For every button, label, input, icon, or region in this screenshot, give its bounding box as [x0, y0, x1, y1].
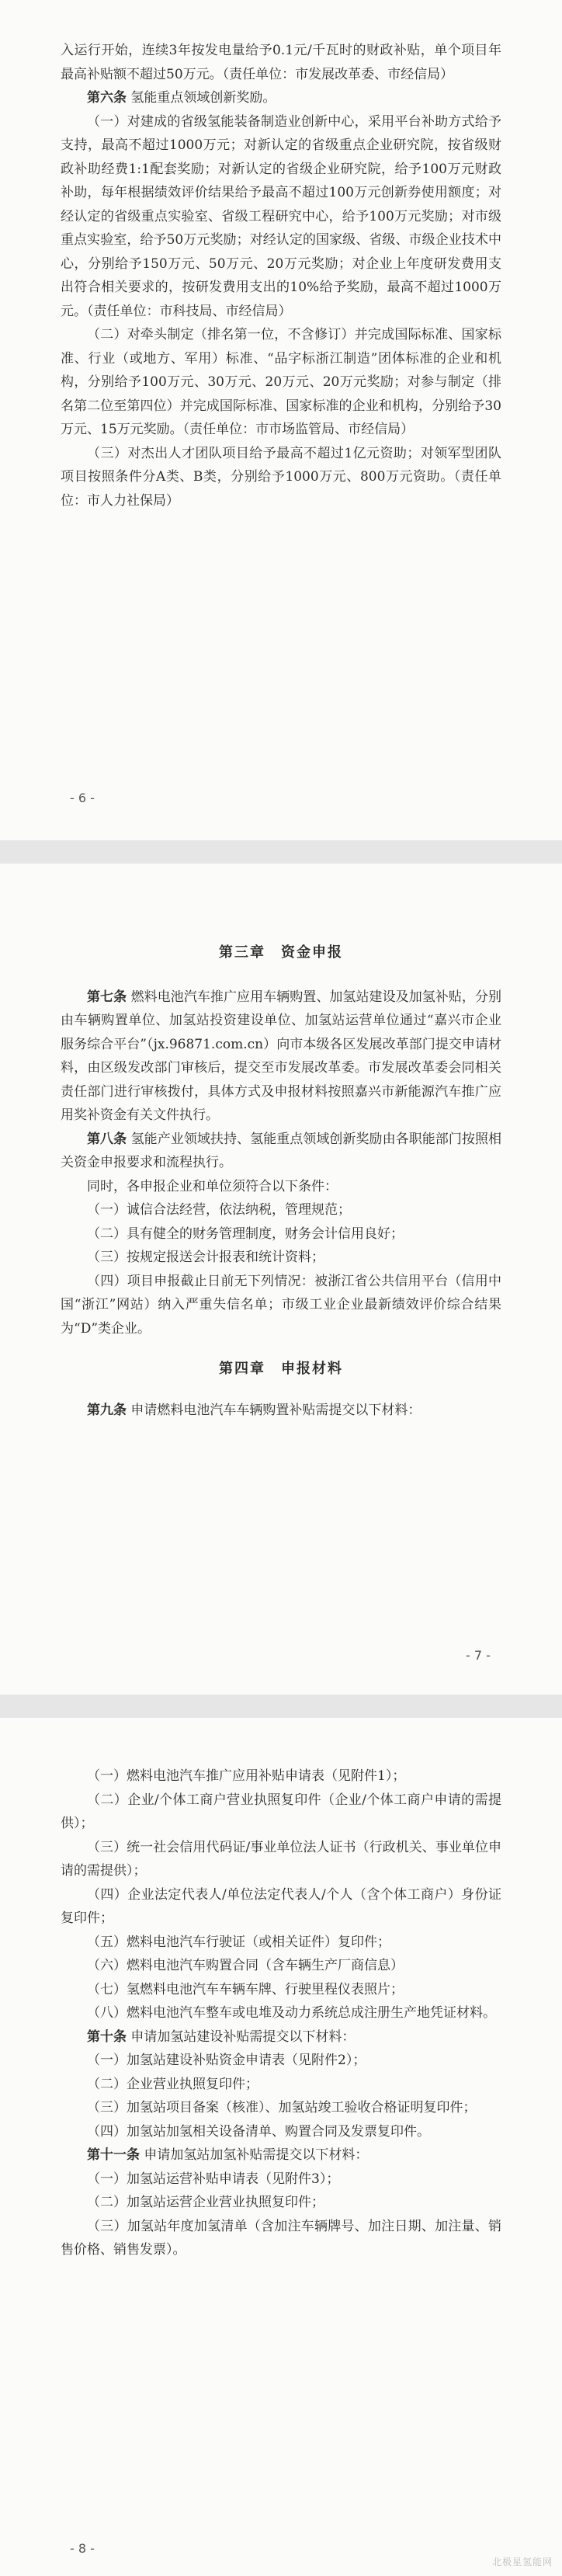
- paragraph: （三）加氢站年度加氢清单（含加注车辆牌号、加注日期、加注量、销售价格、销售发票）。: [61, 2218, 501, 2258]
- article-label: 第九条: [87, 1402, 127, 1418]
- paragraph: （三）按规定报送会计报表和统计资料；: [87, 1250, 324, 1265]
- article-11-paragraph: 第十一条 申请加氢站加氢补贴需提交以下材料：: [87, 2147, 369, 2163]
- paragraph: （三）统一社会信用代码证/事业单位法人证书（行政机关、事业单位申请的需提供）；: [61, 1839, 501, 1879]
- paragraph: 同时，各申报企业和单位须符合以下条件：: [87, 1178, 338, 1194]
- article-label: 第十条: [87, 2028, 127, 2045]
- paragraph: （一）诚信合法经营，依法纳税，管理规范；: [87, 1202, 351, 1218]
- document-page-6: [0, 0, 562, 840]
- article-10-paragraph: 第十条 申请加氢站建设补贴需提交以下材料：: [87, 2028, 356, 2045]
- watermark-logo: 北极星氢能网: [491, 2557, 553, 2567]
- paragraph: （三）加氢站项目备案（核准）、加氢站竣工验收合格证明复印件；: [87, 2100, 477, 2115]
- paragraph: （二）企业营业执照复印件；: [87, 2076, 258, 2092]
- paragraph: （四）企业法定代表人/单位法定代表人/个人（含个体工商户）身份证复印件；: [61, 1886, 501, 1926]
- article-7-paragraph: 第七条 燃料电池汽车推广应用车辆购置、加氢站建设及加氢补贴，分别由车辆购置单位、加氢站投资建设单位、加氢站运营单位通过“嘉兴市企业服务综合平台”（jx.96871.com.cn）向市本级各区发展改革部门提交申请材料，由区级发改部门审核后，提交至市发展改革委。市发展改革委会同相关责任部门进行审核拨付，具体方式及申报材料按照嘉兴市新能源汽车推广应用奖补资金有关文件执行。: [61, 989, 501, 1123]
- chapter-3-title: 第三章 资金申报: [219, 944, 343, 961]
- paragraph: （一）燃料电池汽车推广应用补贴申请表（见附件1）；: [87, 1768, 406, 1784]
- article-label: 第八条: [87, 1131, 127, 1147]
- paragraph: （一）加氢站运营补贴申请表（见附件3）；: [87, 2171, 340, 2187]
- page-gap: [0, 1695, 562, 1718]
- page-number: - 7 -: [466, 1648, 491, 1663]
- article-label: 第六条: [87, 90, 127, 106]
- paragraph: （八）燃料电池汽车整车或电堆及动力系统总成注册生产地凭证材料。: [87, 2005, 496, 2021]
- document-page-7: [0, 864, 562, 1695]
- paragraph: （二）对牵头制定（排名第一位，不含修订）并完成国际标准、国家标准、行业（或地方、军用）标准、“品字标浙江制造”团体标准的企业和机构，分别给予100万元、30万元、20万元、20万元奖励；对参与制定（排名第二位至第四位）并完成国际标准、国家标准的企业和机构，分别给予30万元、15万元奖励。（责任单位：市市场监管局、市经信局）: [61, 327, 501, 437]
- article-8-paragraph: 第八条 氢能产业领域扶持、氢能重点领域创新奖励由各职能部门按照相关资金申报要求和流程执行。: [61, 1131, 501, 1170]
- page-gap: [0, 840, 562, 864]
- paragraph: （六）燃料电池汽车购置合同（含车辆生产厂商信息）: [87, 1958, 404, 1973]
- article-6-paragraph: 第六条 氢能重点领域创新奖励。: [87, 90, 276, 106]
- paragraph: （一）加氢站建设补贴资金申请表（见附件2）；: [87, 2053, 366, 2068]
- paragraph: 入运行开始，连续3年按发电量给予0.1元/千瓦时的财政补贴，单个项目年最高补贴额不超过50万元。（责任单位：市发展改革委、市经信局）: [61, 43, 501, 82]
- chapter-4-title: 第四章 申报材料: [219, 1361, 343, 1377]
- paragraph: （四）项目申报截止日前无下列情况：被浙江省公共信用平台（信用中国“浙江”网站）纳入严重失信名单；市级工业企业最新绩效评价综合结果为“D”类企业。: [61, 1273, 501, 1337]
- paragraph: （二）加氢站运营企业营业执照复印件；: [87, 2195, 324, 2210]
- page-number: - 8 -: [70, 2541, 95, 2556]
- paragraph: （五）燃料电池汽车行驶证（或相关证件）复印件；: [87, 1934, 390, 1950]
- article-label: 第十一条: [87, 2147, 140, 2163]
- page-7-body: [61, 941, 501, 1422]
- page-number: - 6 -: [70, 791, 95, 805]
- article-9-paragraph: 第九条 申请燃料电池汽车车辆购置补贴需提交以下材料：: [87, 1402, 422, 1418]
- page-8-body: [61, 1764, 501, 2262]
- paragraph: （二）企业/个体工商户营业执照复印件（企业/个体工商户申请的需提供）；: [61, 1792, 501, 1831]
- document-page-8: [0, 1718, 562, 2576]
- paragraph: （二）具有健全的财务管理制度，财务会计信用良好；: [87, 1225, 404, 1242]
- paragraph: （四）加氢站加氢相关设备清单、购置合同及发票复印件。: [87, 2123, 430, 2140]
- paragraph: （一）对建成的省级氢能装备制造业创新中心，采用平台补助方式给予支持，最高不超过1000万元；对新认定的省级重点企业研究院，按省级财政补助经费1:1配套奖励；对新认定的省级企业研究院，给予100万元财政补助，每年根据绩效评价结果给予最高不超过100万元创新券使用额度；对经认定的省级重点实验室、省级工程研究中心，给予100万元奖励；对市级重点实验室，给予50万元奖励；对经认定的国家级、省级、市级企业技术中心，分别给予150万元、50万元、20万元奖励；对企业上年度研发费用支出符合相关要求的，按研发费用支出的10%给予奖励，最高不超过1000万元。（责任单位：市科技局、市经信局）: [61, 113, 501, 319]
- paragraph: （七）氢燃料电池汽车车辆车牌、行驶里程仪表照片；: [87, 1981, 404, 1997]
- paragraph: （三）对杰出人才团队项目给予最高不超过1亿元资助；对领军型团队项目按照条件分A类、B类，分别给予1000万元、800万元资助。（责任单位：市人力社保局）: [61, 445, 501, 509]
- page-6-body: [61, 39, 501, 513]
- article-label: 第七条: [87, 989, 127, 1005]
